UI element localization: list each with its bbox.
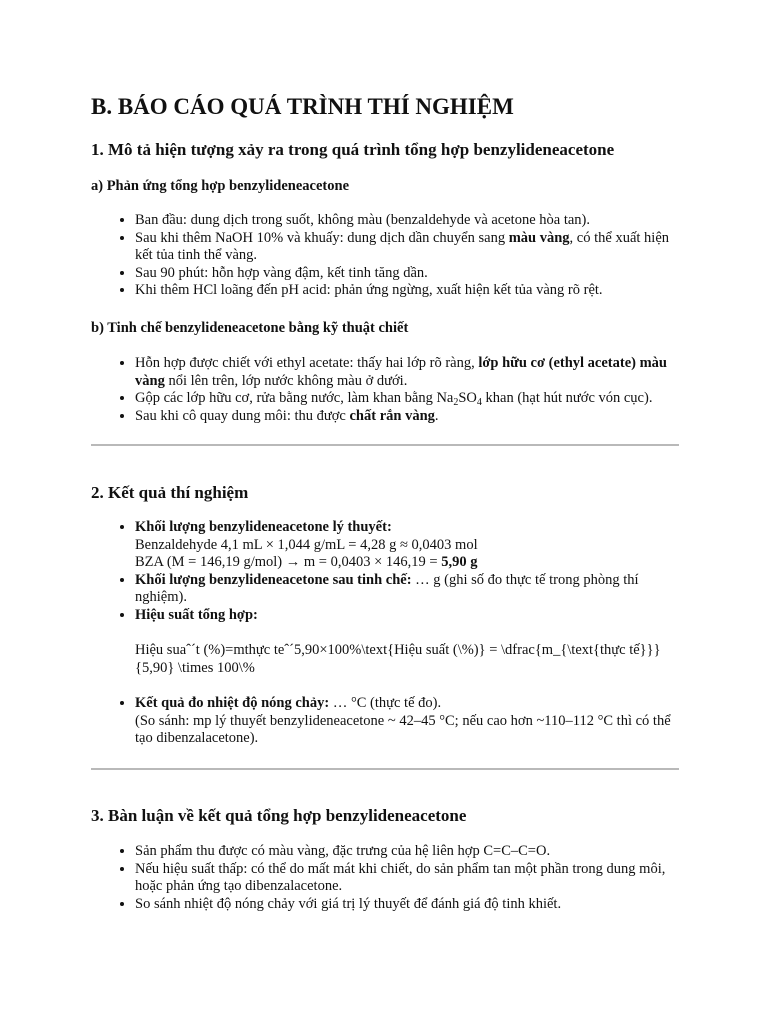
list-item: • Kết quả đo nhiệt độ nóng chảy: … °C (thực tế đo). (So sánh: mp lý thuyết benzylideneacetone ~ 42–45 °C; nếu cao hơn ~110–112 °C thì có thể tạo dibenzalacetone). [135,695,679,748]
section-1-heading: 1. Mô tả hiện tượng xảy ra trong quá trình tổng hợp benzylideneacetone [91,140,615,159]
list-item: • Khi thêm HCl loãng đến pH acid: phản ứng ngừng, xuất hiện kết tủa vàng rõ rệt. [135,282,679,300]
list-item: • Khối lượng benzylideneacetone lý thuyết: Benzaldehyde 4,1 mL × 1,044 g/mL = 4,28 g ≈ 0,0403 mol BZA (M = 146,19 g/mol) → m = 0,0403 × 146,19 = 5,90 g [135,519,679,572]
theoretical-mass-label: Khối lượng benzylideneacetone lý thuyết: [135,519,392,535]
yield-label: Hiệu suất tổng hợp: [135,606,258,623]
list-item: • Hỗn hợp được chiết với ethyl acetate: thấy hai lớp rõ ràng, lớp hữu cơ (ethyl acetate) màu vàng nổi lên trên, lớp nước không màu ở dưới. [135,355,679,390]
yield-formula: Hiệu suaˆ´t (%)=mthực teˆ´5,90×100%\text{Hiệu suất (\%)} = \dfrac{m_{\text{thực tế}}}{5,90} \times 100\% [135,642,661,676]
melting-point-label: Kết quả đo nhiệt độ nóng chảy: [135,695,330,711]
list-item: • So sánh nhiệt độ nóng chảy với giá trị lý thuyết để đánh giá độ tinh khiết. [135,896,679,914]
page-title: B. BÁO CÁO QUÁ TRÌNH THÍ NGHIỆM [91,94,514,119]
section-3-heading: 3. Bàn luận về kết quả tổng hợp benzylideneacetone [91,806,467,825]
section-1a-list [91,212,679,300]
list-item: • Ban đầu: dung dịch trong suốt, không màu (benzaldehyde và acetone hòa tan). [135,212,679,230]
list-item: • Nếu hiệu suất thấp: có thể do mất mát khi chiết, do sản phẩm tan một phần trong dung môi, hoặc phản ứng tạo dibenzalacetone. [135,861,679,896]
section-1b-list [91,355,679,425]
section-3-list [91,843,679,913]
list-item: • Sản phẩm thu được có màu vàng, đặc trưng của hệ liên hợp C=C–C=O. [135,843,679,861]
list-item: • Sau 90 phút: hỗn hợp vàng đậm, kết tinh tăng dần. [135,265,679,283]
list-item: • Sau khi cô quay dung môi: thu được chất rắn vàng. [135,408,679,426]
list-item [135,607,679,678]
section-1a-heading: a) Phản ứng tổng hợp benzylideneacetone [91,178,350,194]
list-item: • Sau khi thêm NaOH 10% và khuấy: dung dịch dần chuyển sang màu vàng, có thể xuất hiện kết tủa tinh thể vàng. [135,230,679,265]
section-2-heading: 2. Kết quả thí nghiệm [91,483,249,502]
list-item: • Gộp các lớp hữu cơ, rửa bằng nước, làm khan bằng $Na_2SO_4$ khan (hạt hút nước vón cục). [135,390,679,408]
purified-mass-label: Khối lượng benzylideneacetone sau tinh chế: [135,571,412,588]
divider [91,444,679,446]
section-2-list [91,519,679,748]
divider [91,768,679,770]
section-1b-heading: b) Tinh chế benzylideneacetone bằng kỹ thuật chiết [91,320,409,336]
list-item: • Khối lượng benzylideneacetone sau tinh chế: … g (ghi số đo thực tế trong phòng thí nghiệm). [135,572,679,607]
